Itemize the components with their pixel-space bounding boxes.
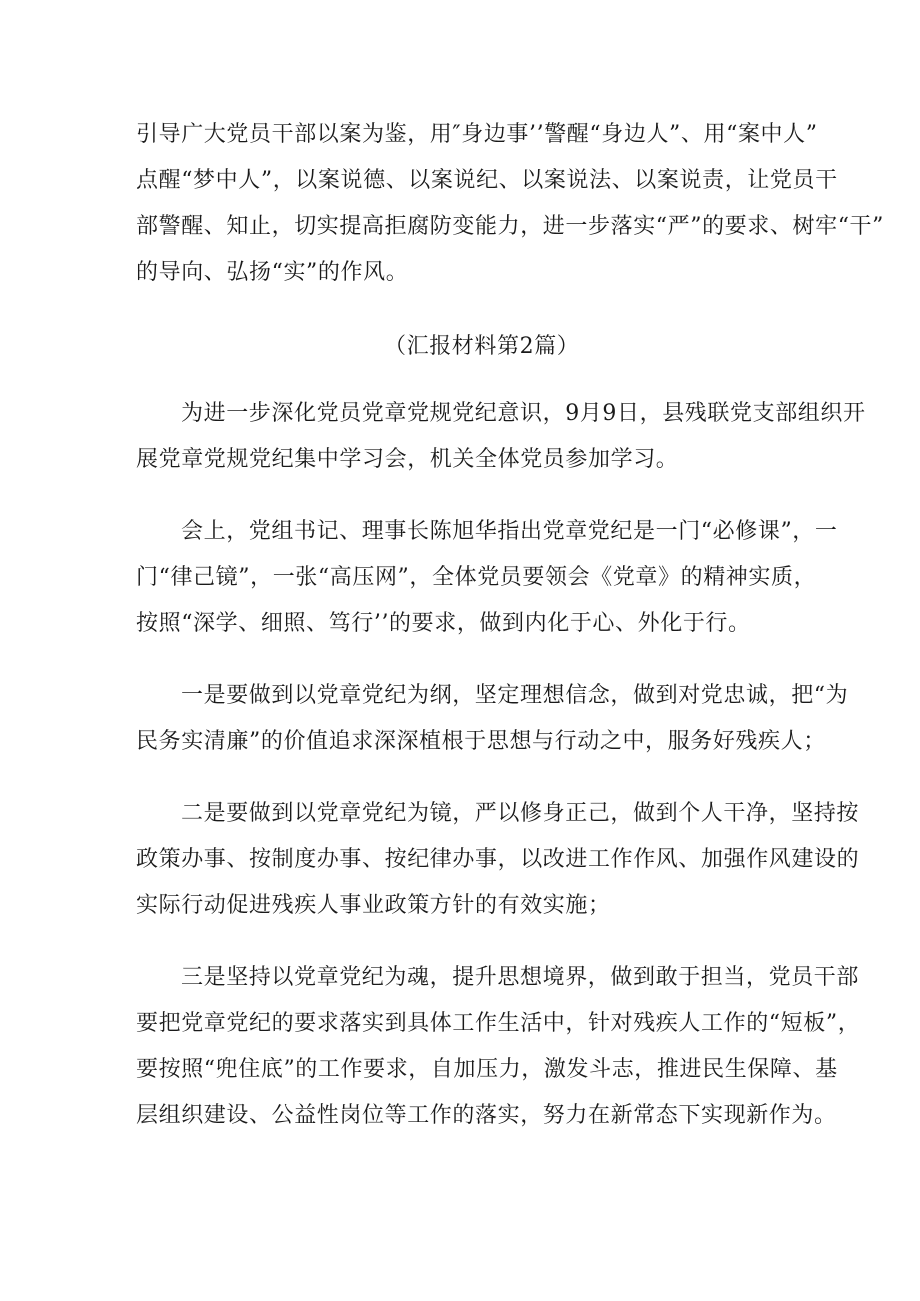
intro-line-3: 部警醒、知止，切实提高拒腐防变能力，进一步落实“严”的要求、树牢“干” bbox=[136, 214, 884, 239]
paragraph-4-line-3: 实际行动促进残疾人事业政策方针的有效实施； bbox=[136, 893, 611, 918]
paragraph-2-line-1: 会上，党组书记、理事长陈旭华指出党章党纪是一门“必修课”，一 bbox=[181, 519, 838, 544]
paragraph-3-line-2: 民务实清廉”的价值追求深深植根于思想与行动之中，服务好残疾人； bbox=[136, 729, 826, 754]
paragraph-1-line-1: 为进一步深化党员党章党规党纪意识，9月9日，县残联党支部组织开 bbox=[181, 401, 866, 426]
paragraph-5-line-3: 要按照“兜住底”的工作要求，自加压力，激发斗志，推进民生保障、基 bbox=[136, 1057, 838, 1082]
intro-line-4: 的导向、弘扬“实”的作风。 bbox=[136, 260, 409, 285]
intro-line-2: 点醒“梦中人”，以案说德、以案说纪、以案说法、以案说责，让党员干 bbox=[136, 168, 838, 193]
paragraph-2-line-3: 按照“深学、细照、笃行’’的要求，做到内化于心、外化于行。 bbox=[136, 611, 751, 636]
paragraph-2-line-2: 门“律己镜”，一张“高压网”，全体党员要领会《党章》的精神实质， bbox=[136, 565, 817, 590]
paragraph-4-line-2: 政策办事、按制度办事、按纪律办事，以改进工作作风、加强作风建设的 bbox=[136, 847, 860, 872]
paragraph-5-line-1: 三是坚持以党章党纪为魂，提升思想境界，做到敢于担当，党员干部 bbox=[181, 965, 860, 990]
paragraph-3-line-1: 一是要做到以党章党纪为纲，坚定理想信念，做到对党忠诚，把“为 bbox=[181, 683, 849, 708]
paragraph-5-line-2: 要把党章党纪的要求落实到具体工作生活中，针对残疾人工作的“短板”， bbox=[136, 1011, 861, 1036]
paragraph-4-line-1: 二是要做到以党章党纪为镜，严以修身正己，做到个人干净，坚持按 bbox=[181, 801, 860, 826]
paragraph-5-line-4: 层组织建设、公益性岗位等工作的落实，努力在新常态下实现新作为。 bbox=[136, 1103, 837, 1128]
paragraph-1-line-2: 展党章党规党纪集中学习会，机关全体党员参加学习。 bbox=[136, 447, 679, 472]
intro-line-1: 引导广大党员干部以案为鉴，用″身边事’’警醒“身边人”、用“案中人” bbox=[136, 122, 818, 147]
section-title: （汇报材料第2篇） bbox=[384, 334, 580, 359]
